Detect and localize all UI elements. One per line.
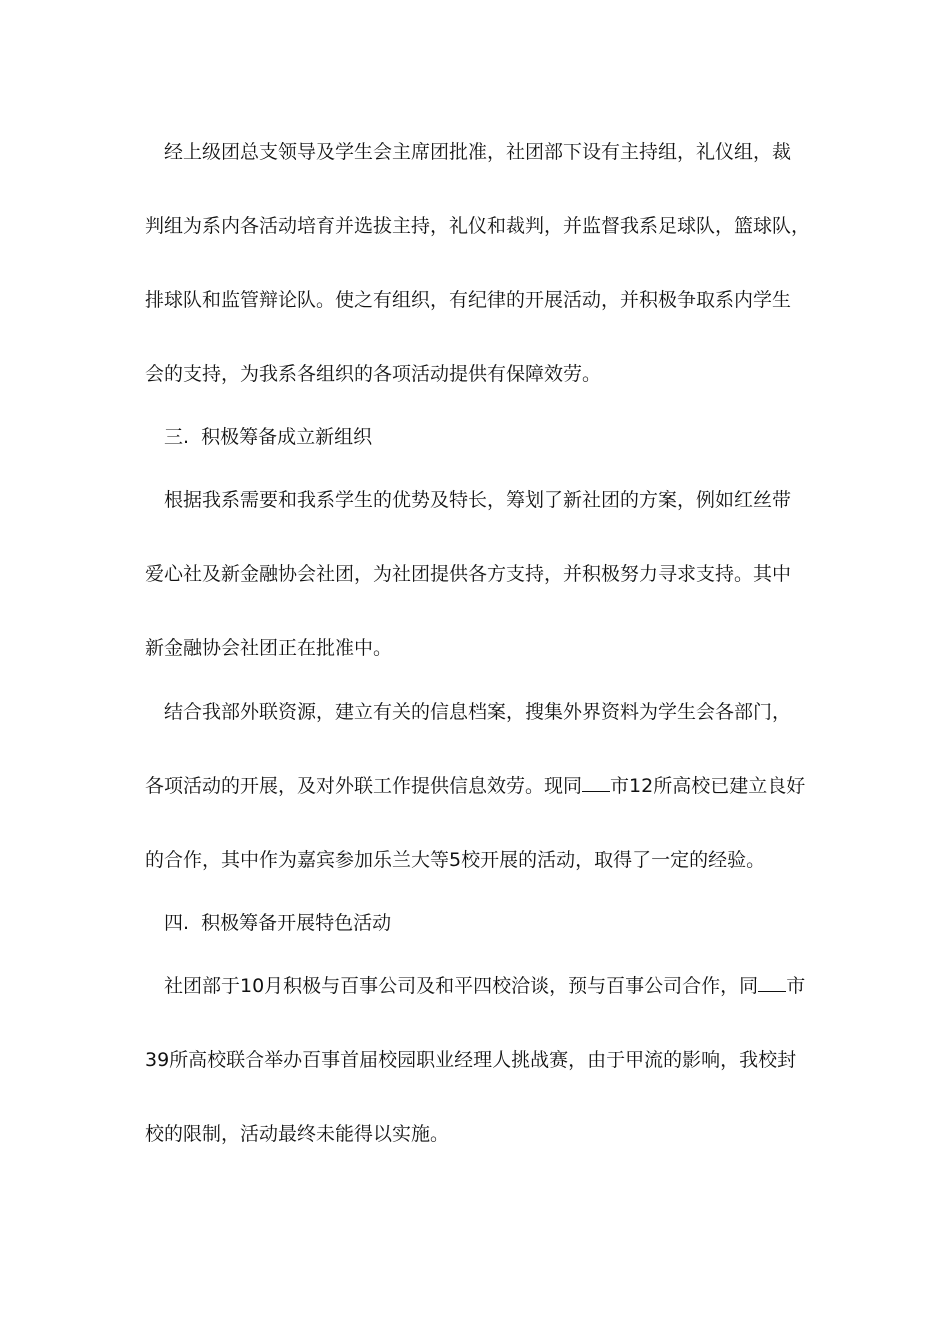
paragraph-line: 经上级团总支领导及学生会主席团批准，社团部下设有主持组，礼仪组，裁	[164, 141, 792, 163]
paragraph-line	[164, 974, 805, 998]
paragraph-line: 判组为系内各活动培育并选拔主持，礼仪和裁判，并监督我系足球队，篮球队，	[145, 215, 811, 237]
paragraph-line: 39所高校联合举办百事首届校园职业经理人挑战赛，由于甲流的影响，我校封	[145, 1049, 797, 1071]
blank-underline	[582, 775, 610, 792]
paragraph-line	[145, 774, 805, 798]
paragraph-line: 根据我系需要和我系学生的优势及特长，筹划了新社团的方案，例如红丝带	[164, 489, 792, 511]
blank-underline	[758, 975, 786, 992]
section-heading: 三. 积极筹备成立新组织	[164, 426, 373, 448]
paragraph-line: 排球队和监管辩论队。使之有组织，有纪律的开展活动，并积极争取系内学生	[145, 289, 792, 311]
paragraph-line: 结合我部外联资源，建立有关的信息档案，搜集外界资料为学生会各部门，	[164, 701, 792, 723]
section-heading: 四. 积极筹备开展特色活动	[164, 912, 392, 934]
paragraph-line: 会的支持，为我系各组织的各项活动提供有保障效劳。	[145, 363, 602, 385]
paragraph-line: 校的限制，活动最终未能得以实施。	[145, 1123, 450, 1145]
paragraph-line: 的合作，其中作为嘉宾参加乐兰大等5校开展的活动，取得了一定的经验。	[145, 849, 766, 871]
paragraph-line: 新金融协会社团正在批准中。	[145, 637, 393, 659]
paragraph-line: 爱心社及新金融协会社团，为社团提供各方支持，并积极努力寻求支持。其中	[145, 563, 792, 585]
text-segment: 社团部于10月积极与百事公司及和平四校洽谈，预与百事公司合作，同	[164, 975, 759, 997]
text-segment: 市	[786, 975, 806, 997]
text-segment: 各项活动的开展，及对外联工作提供信息效劳。现同	[145, 775, 583, 797]
text-segment: 市12所高校已建立良好	[610, 775, 806, 797]
